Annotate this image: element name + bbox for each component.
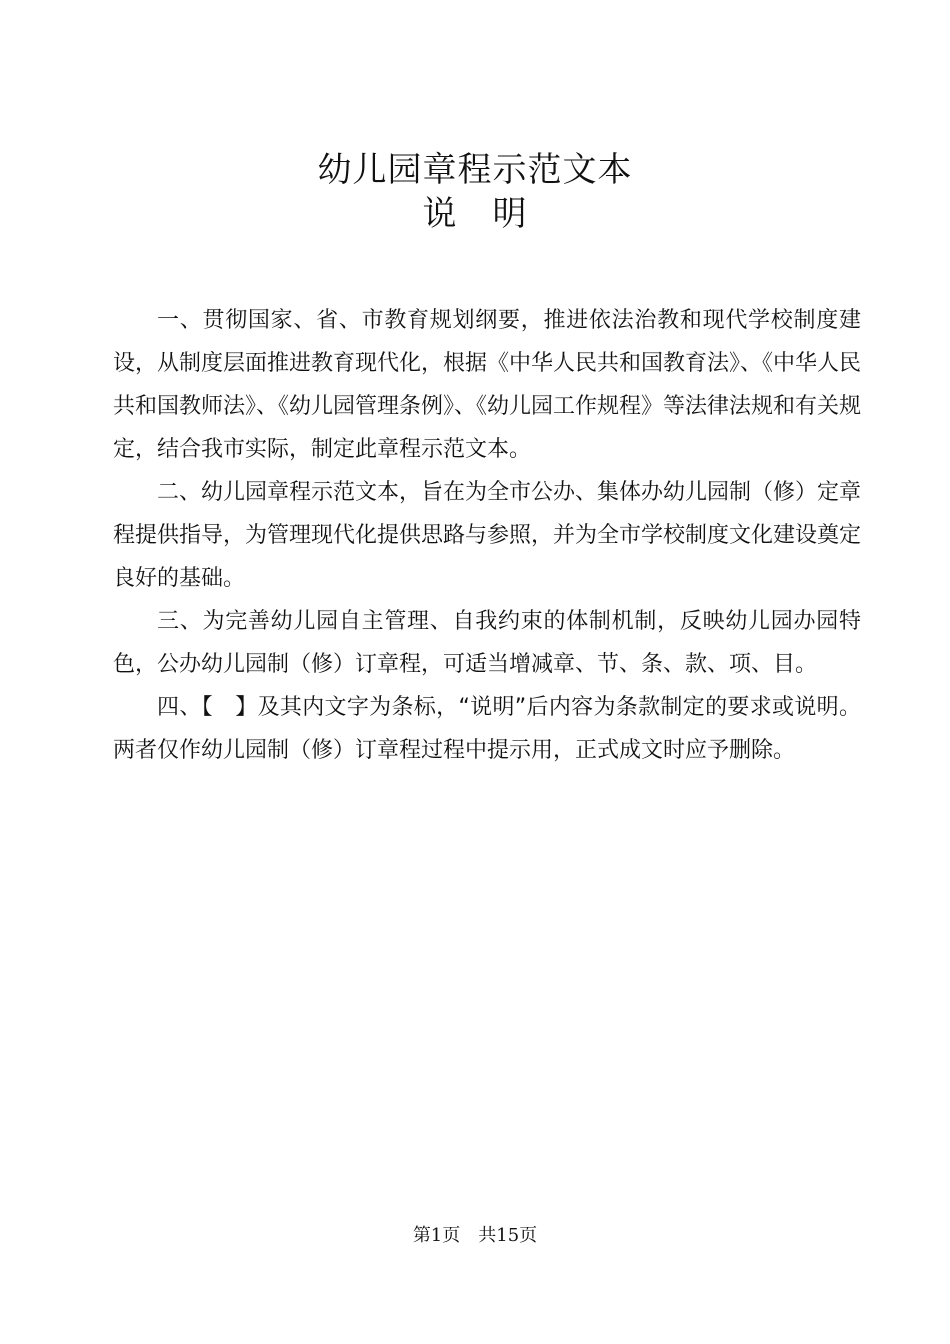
paragraph-1: 一、贯彻国家、省、市教育规划纲要，推进依法治教和现代学校制度建设，从制度层面推进教育现代化，根据《中华人民共和国教育法》、《中华人民共和国教师法》、《幼儿园管理条例》、《幼儿园工作规程》等法律法规和有关规定，结合我市实际，制定此章程示范文本。 [113,308,862,462]
document-title: 幼儿园章程示范文本 [317,150,633,190]
document-body [113,299,861,772]
paragraph-3: 三、为完善幼儿园自主管理、自我约束的体制机制，反映幼儿园办园特色，公办幼儿园制（修）订章程，可适当增减章、节、条、款、项、目。 [113,609,861,677]
page-number-footer: 第1页 共15页 [412,1225,538,1246]
paragraph-4: 四、【 】及其内文字为条标，“说明”后内容为条款制定的要求或说明。两者仅作幼儿园制（修）订章程过程中提示用，正式成文时应予删除。 [113,695,861,763]
paragraph-2: 二、幼儿园章程示范文本，旨在为全市公办、集体办幼儿园制（修）定章程提供指导，为管理现代化提供思路与参照，并为全市学校制度文化建设奠定良好的基础。 [113,480,862,591]
document-subtitle: 说 明 [422,194,528,234]
